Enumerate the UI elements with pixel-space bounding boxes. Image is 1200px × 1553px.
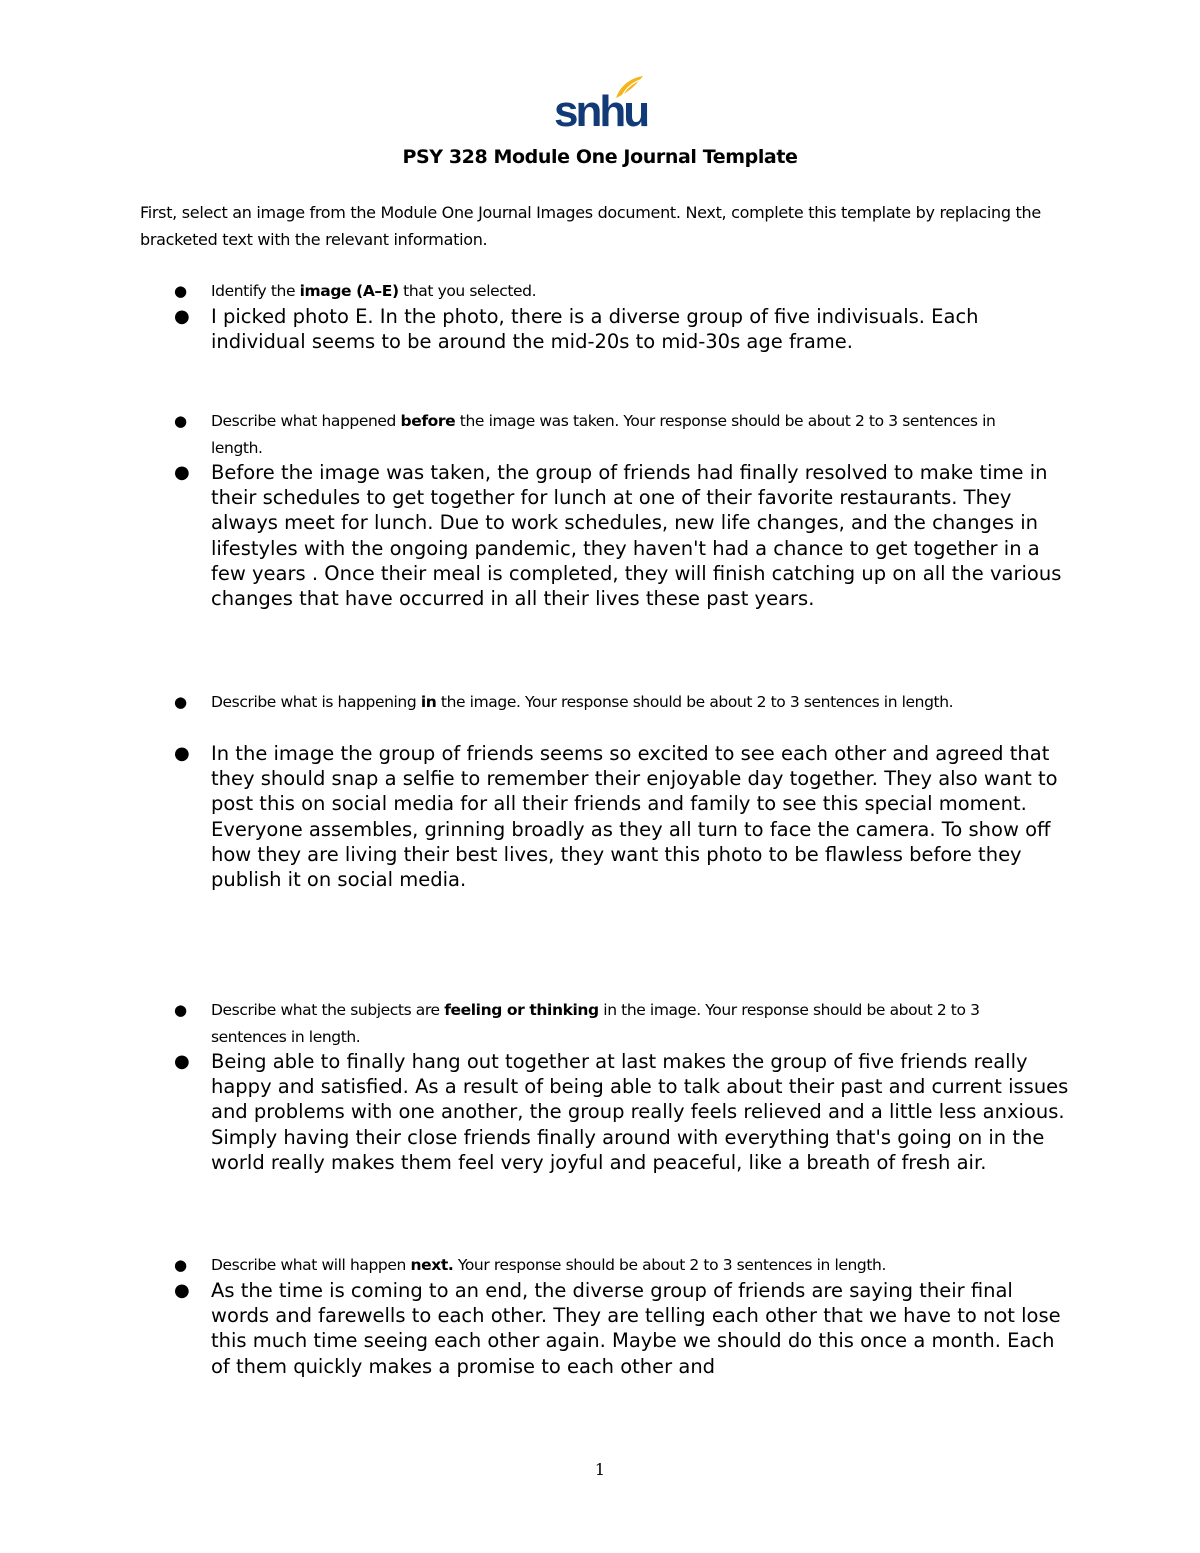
page-title: PSY 328 Module One Journal Template bbox=[402, 146, 798, 168]
answer-image-selected: ● I picked photo E. In the photo, there is a diverse group of five indivisuals. Each individual seems to be around the mid-20s to mid-30s age frame. bbox=[174, 305, 979, 354]
bullet-icon: ● bbox=[174, 282, 187, 300]
prompt-in-image: ● Describe what is happening in the image. Your response should be about 2 to 3 sentences in length. bbox=[211, 689, 1051, 716]
prompt-feeling: ● Describe what the subjects are feeling or thinking in the image. Your response should be about 2 to 3 sentences in length. bbox=[211, 997, 1051, 1050]
page-number: 1 bbox=[594, 1460, 606, 1479]
snhu-logo bbox=[554, 74, 648, 136]
prompt-next: ● Describe what will happen next. Your response should be about 2 to 3 sentences in length. bbox=[211, 1252, 1051, 1279]
bullet-icon: ● bbox=[174, 306, 190, 327]
bullet-icon: ● bbox=[174, 1051, 190, 1072]
prompt-before: ● Describe what happened before the image was taken. Your response should be about 2 to 3 sentences in length. bbox=[211, 408, 1051, 461]
answer-before: ● Before the image was taken, the group of friends had finally resolved to make time in their schedules to get together for lunch at one of their favorite restaurants. They always meet for lunch. Due to work schedules, new life changes, and the changes in lifestyles with the ongoing pandemic, they haven't had a chance to get together in a few years . Once their meal is completed, they will finish catching up on all the various changes that have occurred in all their lives these past years. bbox=[174, 461, 1062, 611]
bullet-icon: ● bbox=[174, 462, 190, 483]
bullet-icon: ● bbox=[174, 1280, 190, 1301]
answer-feeling: ● Being able to finally hang out together at last makes the group of five friends really happy and satisfied. As a result of being able to talk about their past and current issues and problems with one another, the group really feels relieved and a little less anxious. Simply having their close friends finally around with everything that's going on in the world really makes them feel very joyful and peaceful, like a breath of fresh air. bbox=[174, 1050, 1069, 1174]
prompt-image-selected: ● Identify the image (A–E) that you selected. bbox=[211, 278, 1051, 305]
bullet-icon: ● bbox=[174, 412, 187, 430]
bullet-icon: ● bbox=[174, 1256, 187, 1274]
answer-in-image: ● In the image the group of friends seems so excited to see each other and agreed that they should snap a selfie to remember their enjoyable day together. They also want to post this on social media for all their friends and family to see this special moment. Everyone assembles, grinning broadly as they all turn to face the camera. To show off how they are living their best lives, they want this photo to be flawless before they publish it on social media. bbox=[174, 742, 1058, 892]
logo-wordmark: snhu bbox=[554, 87, 648, 136]
bullet-icon: ● bbox=[174, 1001, 187, 1019]
answer-next: ● As the time is coming to an end, the diverse group of friends are saying their final words and farewells to each other. They are telling each other that we have to not lose this much time seeing each other again. Maybe we should do this once a month. Each of them quickly makes a promise to each other and bbox=[174, 1279, 1061, 1378]
intro-paragraph: First, select an image from the Module One Journal Images document. Next, complete this template by replacing the bracketed text with the relevant information. bbox=[140, 203, 1041, 249]
bullet-icon: ● bbox=[174, 743, 190, 764]
bullet-icon: ● bbox=[174, 693, 187, 711]
